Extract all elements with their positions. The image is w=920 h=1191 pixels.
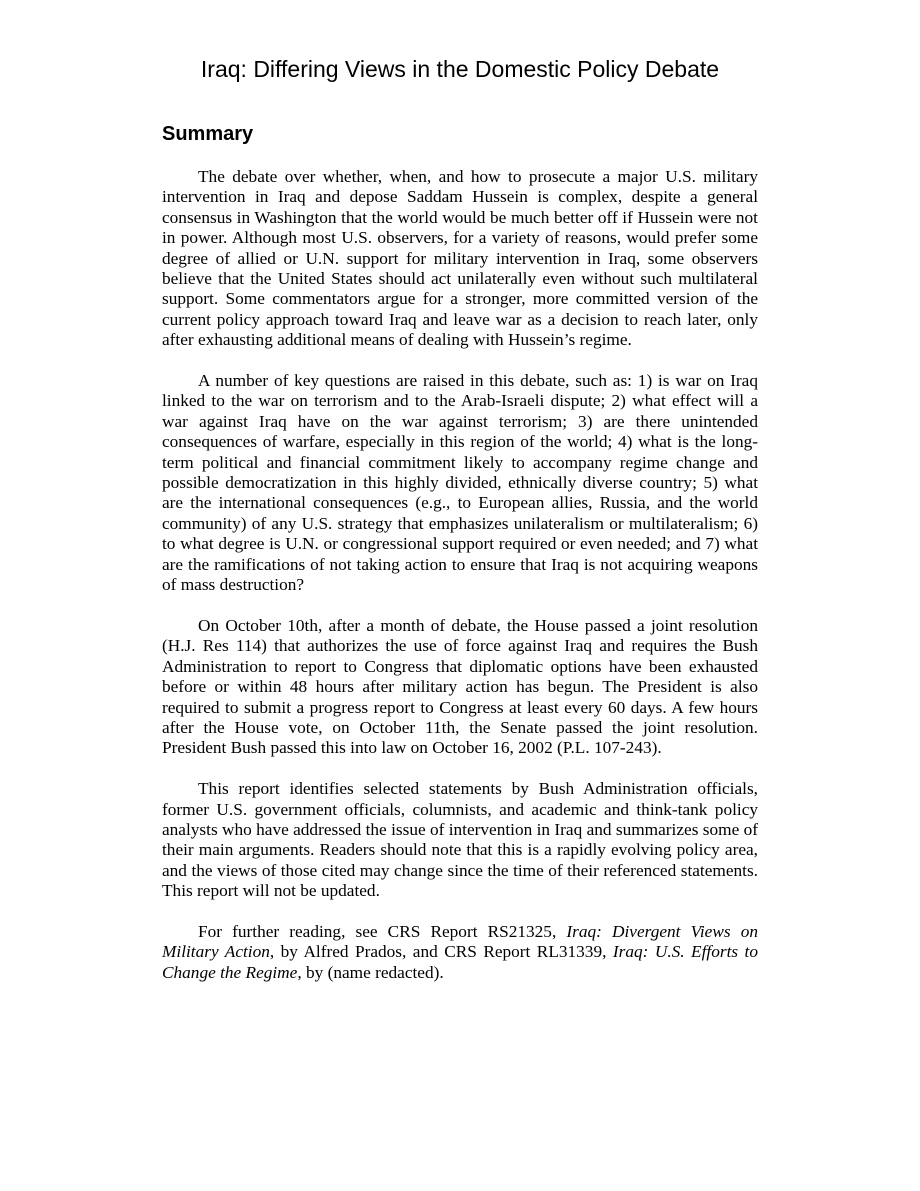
section-heading-summary: Summary xyxy=(162,123,254,145)
summary-body xyxy=(162,167,758,983)
document-title: Iraq: Differing Views in the Domestic Policy Debate xyxy=(200,56,720,82)
paragraph-4: This report identifies selected statements by Bush Administration officials, former U.S. government officials, columnists, and academic and think-tank policy analysts who have addressed the issue of intervention in Iraq and summarizes some of their main arguments. Readers should note that this is a rapidly evolving policy area, and the views of those cited may change since the time of their referenced statements. This report will not be updated. xyxy=(162,779,758,901)
further-reading-middle: , by Alfred Prados, and CRS Report RL31339, xyxy=(269,942,613,962)
paragraph-further-reading xyxy=(162,922,758,983)
report-title-rl31339: Iraq: U.S. Efforts to Change the Regime xyxy=(162,942,758,982)
paragraph-2: A number of key questions are raised in this debate, such as: 1) is war on Iraq linked to the war on terrorism and to the Arab-Israeli dispute; 2) what effect will a war against Iraq have on the war against terrorism; 3) are there unintended consequences of warfare, especially in this region of the world; 4) what is the long-term political and financial commitment likely to accompany regime change and possible democratization in this highly divided, ethnically diverse country; 5) what are the international consequences (e.g., to European allies, Russia, and the world community) of any U.S. strategy that emphasizes unilateralism or multilateralism; 6) to what degree is U.N. or congressional support required or even needed; and 7) what are the ramifications of not taking action to ensure that Iraq is not acquiring weapons of mass destruction? xyxy=(162,371,758,595)
further-reading-tail: , by (name redacted). xyxy=(297,962,444,982)
further-reading-intro: For further reading, see CRS Report RS21325, xyxy=(198,921,567,941)
paragraph-3: On October 10th, after a month of debate, the House passed a joint resolution (H.J. Res 114) that authorizes the use of force against Iraq and requires the Bush Administration to report to Congress that diplomatic options have been exhausted before or within 48 hours after military action has begun. The President is also required to submit a progress report to Congress at least every 60 days. A few hours after the House vote, on October 11th, the Senate passed the joint resolution. President Bush passed this into law on October 16, 2002 (P.L. 107-243). xyxy=(162,615,758,758)
report-title-rs21325: Iraq: Divergent Views on Military Action xyxy=(162,921,758,962)
paragraph-1: The debate over whether, when, and how to prosecute a major U.S. military intervention in Iraq and depose Saddam Hussein is complex, despite a general consensus in Washington that the world would be much better off if Hussein were not in power. Although most U.S. observers, for a variety of reasons, would prefer some degree of allied or U.N. support for military intervention in Iraq, some observers believe that the United States should act unilaterally even without such multilateral support. Some commentators argue for a stronger, more committed version of the current policy approach toward Iraq and leave war as a decision to reach later, only after exhausting additional means of dealing with Hussein’s regime. xyxy=(162,167,758,350)
